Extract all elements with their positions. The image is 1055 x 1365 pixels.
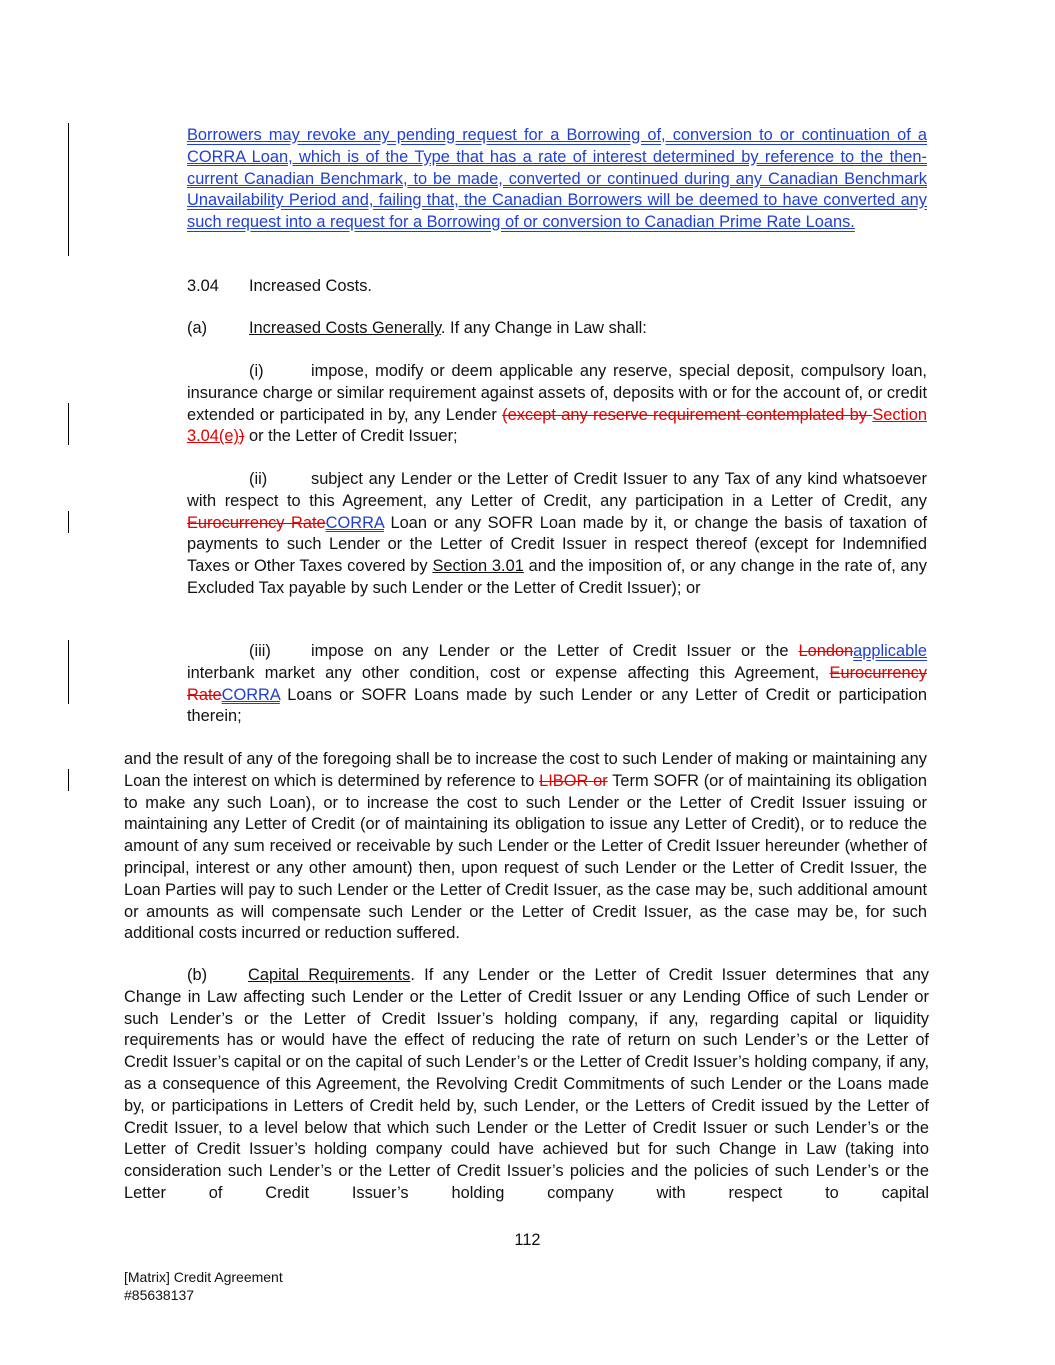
inserted-text: Borrowers may revoke any pending request for a Borrowing of, conversion to or continuation of a CORRA Loan, which is of the Type that has a rate of interest determined by reference to the then-current Canadian Benchmark, to be made, converted or continued during any Canadian Benchmark Unavailability Period and, failing that, the Canadian Borrowers will be deemed to have converted any such request into a request for a Borrowing of or conversion to Canadian Prime Rate Loans. [187,126,927,232]
result-paragraph [124,749,927,945]
result-text1: and the result of any of the foregoing shall be to increase the cost to such Lender of making or maintaining any Loan the interest on which is determined by reference to [124,750,927,790]
subsection-b-heading: Capital Requirements [248,966,411,984]
result-text2: Term SOFR (or of maintaining its obligation to make any such Loan), or to increase the cost to such Lender or the Letter of Credit Issuer issuing or maintaining any Letter of Credit (or of maintaining its obligation to issue any Letter of Credit), or to reduce the amount of any sum received or receivable by such Lender or the Letter of Credit Issuer hereunder (whether of principal, interest or any other amount) then, upon request of such Lender or the Letter of Credit Issuer, the Loan Parties will pay to such Lender or the Letter of Credit Issuer, as the case may be, such additional amount or amounts as will compensate such Lender or the Letter of Credit Issuer, as the case may be, for such additional costs incurred or reduction suffered. [124,771,927,943]
clause-ii-label: (ii) [249,470,268,488]
clause-iii-text3: Loans or SOFR Loans made by such Lender or any Letter of Credit or participation therein; [187,685,927,726]
subsection-a-label: (a) [187,319,208,337]
clause-i-deleted-1: (except any reserve requirement contemplated by [502,405,873,424]
clause-iii-deleted-2: Eurocurrency Rate [187,663,927,704]
clause-i-label: (i) [249,362,264,380]
section-heading [187,276,372,298]
clause-iii-deleted-1: London [798,642,854,660]
clause-i-deleted-2: ) [238,427,245,446]
clause-ii-deleted-1: Eurocurrency Rate [187,513,326,532]
clause-ii-text1: subject any Lender or the Letter of Credit Issuer to any Tax of any kind whatsoever with respect to this Agreement, any Letter of Credit, any participation in a Letter of Credit, any [187,470,927,510]
clause-iii-inserted-1: applicable [853,642,927,660]
clause-i-deleted-ref: Section 3.04(e) [187,405,927,446]
result-deleted-1: LIBOR or [539,771,608,790]
change-bar-5 [68,769,69,791]
clause-i-text2: or the Letter of Credit Issuer; [244,427,458,446]
subsection-a-heading: Increased Costs Generally [249,319,441,337]
subsection-a [187,318,647,340]
clause-ii-ref: Section 3.01 [432,557,524,576]
subsection-b-text: . If any Lender or the Letter of Credit Issuer determines that any Change in Law affecting such Lender or the Letter of Credit Issuer or any Lending Office of such Lender or such Lender’s or the Letter of Credit Issuer’s holding company, if any, regarding capital or liquidity requirements has or would have the effect of reducing the rate of return on such Lender’s or the Letter of Credit Issuer’s capital or on the capital of such Lender’s or the Letter of Credit Issuer’s holding company, if any, as a consequence of this Agreement, the Revolving Credit Commitments of such Lender or the Loans made by, or participations in Letters of Credit held by, such Lender, or the Letters of Credit issued by the Letter of Credit Issuer, to a level below that which such Lender or the Letter of Credit Issuer or such Lender’s or the Letter of Credit Issuer’s holding company could have achieved but for such Change in Law (taking into consideration such Lender’s or the Letter of Credit Issuer’s policies and the policies of such Lender’s or the Letter of Credit Issuer’s holding company with respect to capital [124,966,929,1202]
clause-iii-label: (iii) [249,642,271,660]
clause-ii-inserted-1: CORRA [325,513,384,532]
inserted-paragraph [187,125,927,234]
clause-ii [187,469,927,600]
clause-i-text1: impose, modify or deem applicable any reserve, special deposit, compulsory loan, insurance charge or similar requirement against assets of, deposits with or for the account of, or credit extended or participated in by, any Lender [187,362,927,424]
page-number: 112 [514,1231,541,1249]
footer-title: [Matrix] Credit Agreement [124,1269,283,1285]
footer-doc-id: #85638137 [124,1287,195,1303]
section-number: 3.04 [187,277,219,295]
clause-iii-text1: impose on any Lender or the Letter of Credit Issuer or the [311,642,799,660]
clause-ii-text3: and the imposition of, or any change in the rate of, any Excluded Tax payable by such Lender or the Letter of Credit Issuer); or [187,557,927,597]
clause-iii [187,641,927,728]
change-bar-3 [68,511,69,533]
clause-i [187,361,927,448]
subsection-a-lead: . If any Change in Law shall: [440,319,647,337]
subsection-b [124,965,929,1205]
clause-iii-text2: interbank market any other condition, cost or expense affecting this Agreement, [187,663,830,682]
clause-ii-text2: Loan or any SOFR Loan made by it, or change the basis of taxation of payments to such Lender or the Letter of Credit Issuer in respect thereof (except for Indemnified Taxes or Other Taxes covered by [187,513,927,576]
subsection-b-label: (b) [187,966,208,984]
change-bar-1 [68,123,69,256]
section-title: Increased Costs. [249,277,372,295]
change-bar-4 [68,640,69,704]
clause-iii-inserted-2: CORRA [221,685,280,704]
change-bar-2 [68,403,69,445]
